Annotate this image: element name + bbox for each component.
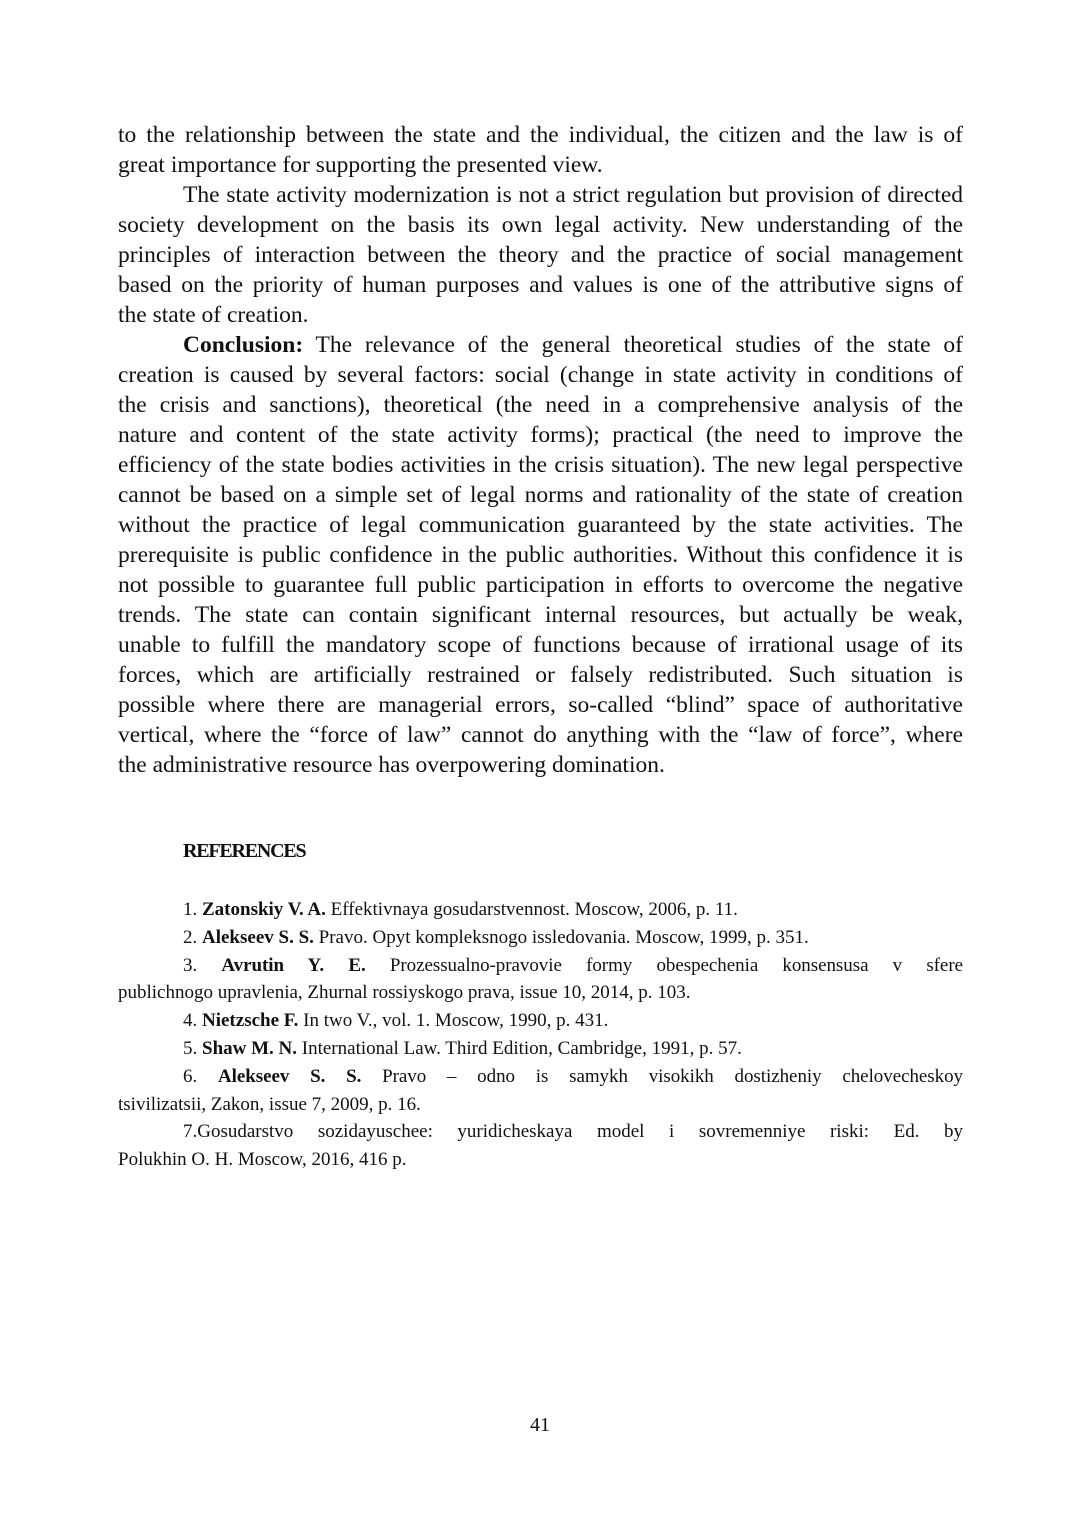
text-line: great importance for supporting the presented view. <box>118 152 603 178</box>
ref-text: International Law. Third Edition, Cambridge, 1991, p. 57. <box>297 1037 742 1059</box>
text-line: prerequisite is public confidence in the public authorities. Without this confidence it is <box>118 542 963 568</box>
text-line: to the relationship between the state and the individual, the citizen and the law is of <box>118 122 963 148</box>
ref-number: 5. <box>183 1037 202 1059</box>
text-line: nature and content of the state activity forms); practical (the need to improve the <box>118 422 963 448</box>
text-line: The state activity modernization is not a strict regulation but provision of directed <box>183 182 963 208</box>
ref-author: Nietzsche F. <box>202 1010 299 1032</box>
ref-text: Pravo – odno is samykh visokikh dostizheniy chelovecheskoy <box>361 1065 963 1087</box>
text-line: creation is caused by several factors: social (change in state activity in conditions of <box>118 362 963 388</box>
ref-author: Shaw M. N. <box>202 1037 298 1059</box>
references-heading: REFERENCES <box>183 840 306 862</box>
ref-number: 3. <box>183 954 222 976</box>
reference-item <box>118 952 963 980</box>
text-line: not possible to guarantee full public participation in efforts to overcome the negative <box>118 572 963 598</box>
text-line: principles of interaction between the theory and the practice of social management <box>118 242 963 268</box>
text-line: efficiency of the state bodies activities in the crisis situation). The new legal perspective <box>118 452 963 478</box>
reference-continuation: Polukhin O. H. Moscow, 2016, 416 p. <box>118 1149 407 1171</box>
text-line: vertical, where the “force of law” cannot do anything with the “law of force”, where <box>118 722 963 748</box>
text-line: society development on the basis its own legal activity. New understanding of the <box>118 212 963 238</box>
ref-number: 2. <box>183 926 202 948</box>
ref-number: 6. <box>183 1065 218 1087</box>
body-text <box>118 120 963 780</box>
text-line: the state of creation. <box>118 302 309 328</box>
ref-number: 1. <box>183 899 202 920</box>
page-number: 41 <box>530 1414 550 1436</box>
references-list <box>118 896 963 1174</box>
text-line: forces, which are artificially restrained or falsely redistributed. Such situation is <box>118 662 963 688</box>
conclusion-line <box>118 330 963 360</box>
ref-text: In two V., vol. 1. Moscow, 1990, p. 431. <box>298 1010 609 1032</box>
ref-text: Pravo. Opyt kompleksnogo issledovania. Moscow, 1999, p. 351. <box>313 926 809 948</box>
ref-number: 4. <box>183 1010 202 1032</box>
ref-number: 7. <box>183 1121 198 1143</box>
text-span: The relevance of the general theoretical studies of the state of <box>303 332 963 358</box>
text-line: unable to fulfill the mandatory scope of functions because of irrational usage of its <box>118 632 963 658</box>
text-line: without the practice of legal communication guaranteed by the state activities. The <box>118 512 963 538</box>
text-line: trends. The state can contain significant internal resources, but actually be weak, <box>118 602 963 628</box>
text-line: based on the priority of human purposes and values is one of the attributive signs of <box>118 272 963 298</box>
text-line: the crisis and sanctions), theoretical (the need in a comprehensive analysis of the <box>118 392 963 418</box>
reference-continuation: tsivilizatsii, Zakon, issue 7, 2009, p. 16. <box>118 1093 421 1115</box>
reference-item <box>118 896 963 924</box>
ref-author: Alekseev S. S. <box>202 926 314 948</box>
ref-author: Alekseev S. S. <box>217 1065 362 1087</box>
ref-author: Zatonskiy V. A. <box>202 899 326 920</box>
reference-item <box>118 1118 963 1146</box>
reference-item <box>118 924 963 952</box>
text-line: the administrative resource has overpowering domination. <box>118 752 665 778</box>
ref-author: Avrutin Y. E. <box>221 954 366 976</box>
reference-item <box>118 1063 963 1091</box>
reference-item <box>118 1035 963 1063</box>
text-line: cannot be based on a simple set of legal norms and rationality of the state of creation <box>118 482 963 508</box>
conclusion-label: Conclusion: <box>183 332 304 358</box>
ref-text: Effektivnaya gosudarstvennost. Moscow, 2006, p. 11. <box>325 899 738 920</box>
ref-text: Gosudarstvo sozidayuschee: yuridicheskaya model i sovremenniye riski: Ed. by <box>197 1121 963 1143</box>
reference-continuation: publichnogo upravlenia, Zhurnal rossiyskogo prava, issue 10, 2014, p. 103. <box>118 982 691 1004</box>
ref-text: Prozessualno-pravovie formy obespechenia konsensusa v sfere <box>365 954 963 976</box>
text-line: possible where there are managerial errors, so-called “blind” space of authoritative <box>118 692 963 718</box>
reference-item <box>118 1007 963 1035</box>
